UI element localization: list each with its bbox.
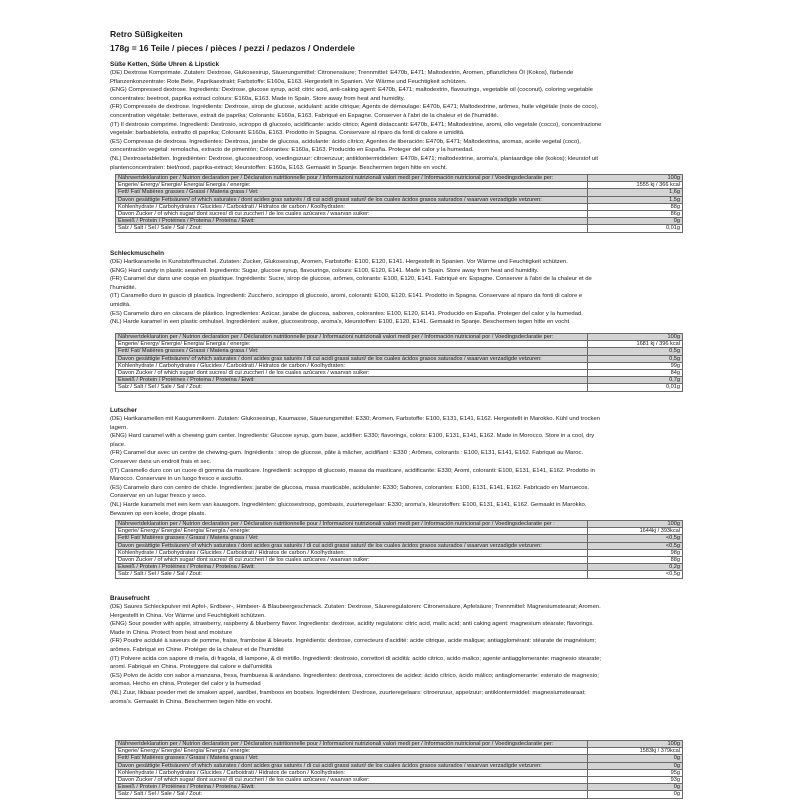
ingredient-line: (NL) Dextrosetabletten. Ingrediënten: Dextrose, glucosestroop, voedingszuur: citroenzuur; antiklontermiddelen: E470b, E471; maltodextrine, aroma's, plantaardige olie (kokos); kleurstof uit bbox=[110, 155, 599, 162]
nutrient-label: Nährwertdeklaration per / Nutrion declaration per / Déclaration nutritionnelle pour / Informazioni nutrizionali valori medi per / Información nutricional por / Voedingsdeclaratie per: bbox=[116, 175, 588, 182]
ingredient-line: (ENG) Hard candy in plastic seashell. Ingredients: Sugar, glucose syrup, flavourings, colours: E100, E120, E141. Made in Spain. Store away from heat and humidity. bbox=[110, 267, 539, 274]
nutrient-label: Fett/ Fat/ Matières grasses / Grassi / Materia grasa / Vet: bbox=[116, 348, 588, 355]
nutrient-label: Davon Zucker / of which sugar/ dont sucres/ di cui zuccheri / de los cuales azúcares / waarvan suiker: bbox=[116, 557, 588, 564]
ingredient-line: (ES) Caramelo duro en cáscara de plástico. Ingredientes: Azúcar, jarabe de glucosa, sabores, colorantes: E100, E120, E141. Producido en España. Proteger del calor y la humedad. bbox=[110, 310, 583, 317]
section-title: Süße Ketten, Süße Uhren & Lipstick bbox=[110, 61, 220, 68]
nutrient-value: 86g bbox=[588, 211, 683, 218]
product-section-seashells bbox=[110, 250, 696, 327]
nutrient-label: Engerie/ Energy/ Énergie/ Energia/ Energía / energie: bbox=[116, 528, 588, 535]
nutrition-row bbox=[116, 521, 683, 528]
nutrition-row bbox=[116, 203, 683, 210]
ingredient-line: (FR) Caramel dur dans une coque en plastique. Ingrédients: Sucre, sirop de glucose, arômes, colorants: E100, E120, E141. Fabriqué en: Espagne. Conserver à l'abri de la chaleur et de bbox=[110, 276, 592, 283]
ingredient-line: (ES) Caramelo duro con centro de chicle. Ingredientes: jarabe de glucosa, masa masticable, acidulante: E330; Sabores, colorantes: E100, E131, E141, E162. Fabricado en Marruecos. bbox=[110, 484, 590, 491]
product-section-lollipops bbox=[110, 407, 696, 518]
nutrient-value: 88g bbox=[588, 557, 683, 564]
ingredient-line: (ENG) Compressed dextrose. Ingredients: Dextrose, glucose syrup, acid: citric acid, anti-caking agent: E470b, E471; maltodextrin, flavourings, vegetable oil (coconut), coloring vegetable bbox=[110, 87, 593, 94]
ingredient-line: (ENG) Sour powder with apple, strawberry, raspberry & blueberry flavor. Ingredients: dextrose, acidity regulators: citric acid, malic acid; anti caking agent: magnesium stearate; flavorings. bbox=[110, 621, 594, 628]
nutrient-value: 0,01g bbox=[588, 384, 683, 391]
nutrient-value: <0,5g bbox=[588, 542, 683, 549]
ingredient-line: (FR) Compressés de dextrose. Ingrédients: Dextrose, sirop de glucose, acidulant: acide citrique; Agents de démoulage: E470b, E471; Maltodextrine, arômes, huile végétale (noix de coco), bbox=[110, 104, 599, 111]
nutrient-label: Engerie/ Energy/ Énergie/ Energia/ Energía / energie: bbox=[116, 341, 588, 348]
nutrient-label: Fett/ Fat/ Matières grasses / Grassi / Materia grasa / Vet: bbox=[116, 189, 588, 196]
ingredient-line: place. bbox=[110, 441, 126, 448]
ingredient-line: (NL) Harde karamel in een plastic omhulsel. Ingrediënten: suiker, glucosestroop, aroma's, kleurstoffen: E100, E120, E141. Gemaakt in Spanje. Beschermen tegen hitte en vocht bbox=[110, 319, 570, 326]
nutrient-label: Davon Zucker / of which sugar/ dont sucres/ di cui zuccheri / de los cuales azúcares / waarvan suiker: bbox=[116, 370, 588, 377]
ingredient-line: lagern. bbox=[110, 424, 129, 431]
ingredient-line: Marocco. Conservare in un luogo fresco e asciutto. bbox=[110, 476, 243, 483]
ingredient-line: aromas. Hecho en china. Proteger del calor y la humedad bbox=[110, 681, 261, 688]
ingredient-line: (NL) Zuur, likbaar poeder met de smaken appel, aardbei, framboos en bosbes. Ingrediënten: Dextrose, zuurteregelaars: citroenzuur, appelzuur; antiklontermiddel: magnesiumstearaat; bbox=[110, 689, 586, 696]
nutrient-label: Nährwertdeklaration per / Nutrion declaration per / Déclaration nutritionnelle pour / Informazioni nutrizionali valori medi per / Información nutricional por / Voedingsdeclaratie per : bbox=[116, 521, 588, 528]
section-title: Lutscher bbox=[110, 407, 137, 414]
nutrient-label: Nährwertdeklaration per / Nutrion declaration per / Déclaration nutritionnelle pour / Informazioni nutrizionali valori medi per / Información nutricional por / Voedingsdeclaratie per: bbox=[116, 334, 588, 341]
ingredient-line: (ES) Compresas de dextrosa. Ingredientes: Dextrosa, jarabe de glucosa, acidulante: ácido cítrico; Agentes de liberación: E470b, E471; Maltodextrina, aromas, aceite vegetal (coco), bbox=[110, 138, 581, 145]
nutrient-label: Davon gesättigte Fettsäuren/ of which saturates / dont acides gras saturés / di cui acidi grassi saturi/ de los cuales ácidos grasos saturados / waarvan verzadigde vetzuren: bbox=[116, 762, 588, 769]
ingredient-line: concentration végétale: betterave, extrait de paprika; Colorants: E160a, E163. Fabriqué en Espagne. Conserver à l'abri de la chaleur et de l'humidité. bbox=[110, 112, 499, 119]
nutrient-label: Engerie/ Energy/ Énergie/ Energia/ Energía / energie: bbox=[116, 182, 588, 189]
nutrition-row bbox=[116, 549, 683, 556]
nutrient-label: Eiweiß / Protein / Protéines / Proteina / Proteína / Eiwit: bbox=[116, 218, 588, 225]
nutrient-value: 0g bbox=[588, 218, 683, 225]
nutrient-value: 100g bbox=[588, 334, 683, 341]
nutrient-value: 0g bbox=[588, 762, 683, 769]
nutrient-value: 0g bbox=[588, 791, 683, 798]
nutrient-label: Davon Zucker / of which sugar/ dont sucres/ di cui zuccheri / de los cuales azúcares / waarvan suiker: bbox=[116, 777, 588, 784]
nutrient-label: Kohlenhydrate / Carbohydrates / Glucides / Carboidrati / Hidratos de carbon / Koolhydraten: bbox=[116, 769, 588, 776]
nutrient-value: 1583kj / 379kcal bbox=[588, 748, 683, 755]
ingredient-line: arômes. Fabriqué en Chine. Protéger de la chaleur et de l'humidité bbox=[110, 646, 284, 653]
ingredient-line: (DE) Saures Schleckpulver mit Apfel-, Erdbeer-, Himbeer- & Blaubeergeschmack. Zutaten: Dextrose, Säureregulatoren: Citronensäure, Apfelsäure; Trennmittel: Magnesiumstearat; Aromen. bbox=[110, 604, 601, 610]
nutrient-label: Engerie/ Energy/ Énergie/ Energia/ Energía / energie: bbox=[116, 748, 588, 755]
ingredient-line: (FR) Poudre acidulé à saveurs de pomme, fraise, framboise & bleuets. Ingrédients: dextrose, correcteurs d'acidité: acide citrique, acide malique; antiagglomérant: stéarate de magnésium; bbox=[110, 638, 597, 645]
document-title: Retro Süßigkeiten bbox=[110, 29, 183, 39]
nutrient-value: <0,5g bbox=[588, 535, 683, 542]
nutrient-label: Salz / Salt / Sel / Sale / Sal / Zout: bbox=[116, 791, 588, 798]
nutrient-value: 0,01g bbox=[588, 225, 683, 232]
nutrition-row bbox=[116, 384, 683, 391]
nutrition-row bbox=[116, 182, 683, 189]
nutrient-value: 84g bbox=[588, 370, 683, 377]
nutrition-row bbox=[116, 211, 683, 218]
nutrient-label: Eiweiß / Protein / Protéines / Proteina / Proteína / Eiwit: bbox=[116, 784, 588, 791]
nutrition-table-lollipops bbox=[115, 520, 683, 579]
ingredient-line: (NL) Harde karamels met een kern van kauwgom. Ingrediënten: glucosestroop, gombasis, zuurteregelaar: E330; aroma's, kleurstoffen: E100, E131, E141, E162. Gemaakt in Marokko. bbox=[110, 501, 587, 508]
nutrient-label: Fett/ Fat/ Matières grasses / Grassi / Materia grasa / Vet: bbox=[116, 755, 588, 762]
nutrient-label: Salz / Salt / Sel / Sale / Sal / Zout: bbox=[116, 384, 588, 391]
nutrient-label: Salz / Salt / Sel / Sale / Sal / Zout: bbox=[116, 571, 588, 578]
nutrient-label: Kohlenhydrate / Carbohydrates / Glucides / Carboidrati / Hidratos de carbon / Koolhydraten: bbox=[116, 362, 588, 369]
ingredient-line: (IT) Il destrosio comprime. Ingredienti: Destrosio, sciroppo di glucosio, acidificante: acido citrico; Agenti distaccanti: E470b, E471; Maltodestrine, aromi, olio vegetale (cocco), concentrazione bbox=[110, 121, 602, 128]
nutrient-label: Davon gesättigte Fettsäuren/ of which saturates / dont acides gras saturés / di cui acidi grassi saturi/ de los cuales ácidos grasos saturados / waarvan verzadigde vetzuren: bbox=[116, 542, 588, 549]
nutrition-row bbox=[116, 571, 683, 578]
nutrition-row bbox=[116, 784, 683, 791]
nutrient-label: Nährwertdeklaration per / Nutrion declaration per / Déclaration nutritionnelle pour / Informazioni nutrizionali valori medi per / Información nutricional por / Voedingsdeclaratie per: bbox=[116, 741, 588, 748]
ingredient-line: aromi. Fabriqué en China. Proteggere dal calore e dall'umidità bbox=[110, 664, 272, 671]
nutrition-row bbox=[116, 564, 683, 571]
ingredient-line: Conservar en un lugar fresco y seco. bbox=[110, 493, 207, 500]
ingredient-line: Hergestellt in China. Vor Wärme und Feuchtigkeit schützen. bbox=[110, 612, 266, 619]
ingredient-line: aroma's. Gemaakt in China. Beschermen tegen hitte en vocht. bbox=[110, 698, 273, 705]
ingredient-line: (DE) Hartkaramellen mit Kaugummikern. Zutaten: Glukosesirup, Kaumasse, Säuerungsmittel: E330; Aromen, Farbstoffe: E100, E131, E141, E162. Hergestellt in Marokko. Kühl und trocken bbox=[110, 416, 601, 422]
nutrition-table-chains bbox=[115, 174, 683, 233]
nutrient-label: Davon gesättigte Fettsäuren/ of which saturates / dont acides gras saturés / di cui acidi grassi saturi/ de los cuales ácidos grasos saturados / waarvan verzadigde vetzuren: bbox=[116, 355, 588, 362]
ingredient-line: Pflanzenkonzentrate: Rote Bete, Paprikaextrakt; Farbstoffe: E160a, E163. Hergestellt in Spanien. Vor Wärme und Feuchtigkeit schützen. bbox=[110, 78, 467, 85]
section-title: Schleckmuscheln bbox=[110, 250, 164, 257]
nutrition-row bbox=[116, 528, 683, 535]
nutrient-value: 95g bbox=[588, 769, 683, 776]
nutrition-row bbox=[116, 225, 683, 232]
ingredient-line: concentración vegetal: remolacha, extracto de pimentón; Colorantes: E160a, E163. Producido en España. Proteger del calor y la humedad. bbox=[110, 147, 474, 154]
nutrient-value: 88g bbox=[588, 203, 683, 210]
ingredient-line: Conserver dans un endroit frais et sec. bbox=[110, 458, 212, 465]
nutrient-value: 1,6g bbox=[588, 189, 683, 196]
nutrient-label: Davon gesättigte Fettsäuren/ of which saturates / dont acides gras saturés / di cui acidi grassi saturi/ de los cuales ácidos grasos saturados / waarvan verzadigde vetzuren: bbox=[116, 196, 588, 203]
nutrient-value: <0,5g bbox=[588, 571, 683, 578]
nutrition-row bbox=[116, 791, 683, 798]
nutrient-label: Kohlenhydrate / Carbohydrates / Glucides / Carboidrati / Hidratos de carbon / Koolhydraten: bbox=[116, 203, 588, 210]
ingredient-line: (IT) Caramello duro in guscio di plastica. Ingredienti: Zucchero, sciroppo di glucosio, aromi, coloranti: E100, E120, E141. Prodotto in Spagna. Conservare al riparo da fonti di calore e bbox=[110, 293, 583, 300]
ingredient-line: (DE) Hartkaramelle in Kunststoffmuschel. Zutaten: Zucker, Glukosesirup, Aromen, Farbstoffe: E100, E120, E141. Hergestellt in Spanien. Vor Wärme und Feuchtigkeit schützen. bbox=[110, 259, 568, 265]
nutrient-value: 0g bbox=[588, 755, 683, 762]
nutrient-value: 0,5g bbox=[588, 348, 683, 355]
ingredient-line: (IT) Caramello duro con un cuore di gomma da masticare. Ingredienti: sciroppo di glucosio, massa da masticare, acidificante: E330; Aromi, coloranti: E100, E131, E141, E162. Prodotto in bbox=[110, 467, 595, 474]
product-section-sherbet bbox=[110, 595, 696, 706]
nutrition-row bbox=[116, 542, 683, 549]
nutrition-row bbox=[116, 755, 683, 762]
nutrient-value: 98g bbox=[588, 549, 683, 556]
nutrient-value: 1644kj / 393kcal bbox=[588, 528, 683, 535]
ingredient-line: (ENG) Hard caramel with a chewing gum center. Ingredients: Glucose syrup, gum base, acidifier: E330; flavorings, colors: E100, E131, E141, E162. Made in Morocco. Store in a cool, dry bbox=[110, 433, 595, 440]
ingredient-line: (DE) Dextrose Komprimate. Zutaten: Dextrose, Glukosesirup, Säuerungsmittel: Citronensäure; Trennmittel: E470b, E471; Maltodextrin, Aromen, pflanzliches Öl (Kokos), färbende bbox=[110, 70, 574, 76]
ingredient-line: l'humidité. bbox=[110, 284, 137, 291]
nutrition-row bbox=[116, 748, 683, 755]
nutrient-label: Davon Zucker / of which sugar/ dont sucres/ di cui zuccheri / de los cuales azúcares / waarvan suiker: bbox=[116, 211, 588, 218]
ingredient-line: Made in China. Protect from heat and moisture bbox=[110, 629, 233, 636]
nutrition-table-sherbet bbox=[115, 740, 683, 799]
ingredient-line: (FR) Caramel dur avec un centre de chewing-gum. Ingrédients : sirop de glucose, pâte à mâcher, acidifiant : E330 ; Arômes, colorants : E100, E131, E141, E162. Fabriqué au Maroc. bbox=[110, 450, 584, 457]
nutrient-value: 1681 kj / 396 kcal bbox=[588, 341, 683, 348]
nutrient-value: 0,5g bbox=[588, 355, 683, 362]
ingredient-line: Bewaren op een koele, droge plaats. bbox=[110, 510, 206, 517]
nutrition-row bbox=[116, 535, 683, 542]
ingredient-line: (ES) Polvo de ácido con sabor a manzana, fresa, frambuesa & arándano. Ingredientes: dextrosa, correctores de acidez: ácido cítrico, ácido málico; antiaglomerante: esterato de magnesio; bbox=[110, 672, 599, 679]
nutrition-row bbox=[116, 196, 683, 203]
ingredient-line: umidità. bbox=[110, 301, 131, 308]
nutrient-value: 100g bbox=[588, 175, 683, 182]
ingredient-line: concentrates: beetroot, paprika extract colours: E160a, E163. Made in Spain. Store away from heat and humidity. bbox=[110, 95, 405, 102]
nutrient-label: Eiweiß / Protein / Protéines / Proteina / Proteína / Eiwit: bbox=[116, 564, 588, 571]
nutrient-label: Eiweiß / Protein / Protéines / Proteina / Proteína / Eiwit: bbox=[116, 377, 588, 384]
nutrition-table-seashells bbox=[115, 333, 683, 392]
nutrition-row bbox=[116, 189, 683, 196]
nutrition-row bbox=[116, 334, 683, 341]
document-subtitle: 178g = 16 Teile / pieces / pièces / pezzi / pedazos / Onderdele bbox=[110, 43, 355, 53]
nutrient-value: 99g bbox=[588, 362, 683, 369]
nutrition-row bbox=[116, 355, 683, 362]
nutrient-value: 0g bbox=[588, 784, 683, 791]
product-section-chains bbox=[110, 61, 696, 172]
nutrition-row bbox=[116, 175, 683, 182]
nutrition-row bbox=[116, 218, 683, 225]
ingredient-line: plantenconcentraten: biet/rood, paprika-extract; kleurstoffen: E160a, E163. Gemaakt in Spanje. Beschermen tegen hitte en vocht. bbox=[110, 164, 448, 171]
nutrient-value: 0,7g bbox=[588, 377, 683, 384]
nutrient-value: 1,5g bbox=[588, 196, 683, 203]
nutrition-row bbox=[116, 557, 683, 564]
nutrition-row bbox=[116, 341, 683, 348]
ingredient-line: (IT) Polvere acida con sapore di mela, di fragola, di lampone, & di mirtillo. Ingredienti: destrosio, correttori di acidità: acido citrico, acido malico; agente antiagglomerante: magnesio stearate; bbox=[110, 655, 602, 662]
nutrition-row bbox=[116, 741, 683, 748]
nutrient-value: 0,2g bbox=[588, 564, 683, 571]
nutrition-row bbox=[116, 377, 683, 384]
nutrition-row bbox=[116, 762, 683, 769]
nutrition-row bbox=[116, 777, 683, 784]
nutrition-row bbox=[116, 769, 683, 776]
nutrition-row bbox=[116, 362, 683, 369]
nutrient-label: Salz / Salt / Sel / Sale / Sal / Zout: bbox=[116, 225, 588, 232]
nutrient-value: 100g bbox=[588, 521, 683, 528]
nutrient-value: 93g bbox=[588, 777, 683, 784]
nutrient-value: 1555 kj / 366 kcal bbox=[588, 182, 683, 189]
nutrient-value: 100g bbox=[588, 741, 683, 748]
nutrient-label: Kohlenhydrate / Carbohydrates / Glucides / Carboidrati / Hidratos de carbon / Koolhydraten: bbox=[116, 549, 588, 556]
nutrition-row bbox=[116, 348, 683, 355]
section-title: Brausefrucht bbox=[110, 595, 150, 602]
nutrition-row bbox=[116, 370, 683, 377]
ingredient-line: vegetale: barbabietola, estratto di paprika; Coloranti: E160a, E163. Prodotto in Spagna. Conservare al riparo da fonti di calore e umidità. bbox=[110, 130, 465, 137]
nutrient-label: Fett/ Fat/ Matières grasses / Grassi / Materia grasa / Vet: bbox=[116, 535, 588, 542]
